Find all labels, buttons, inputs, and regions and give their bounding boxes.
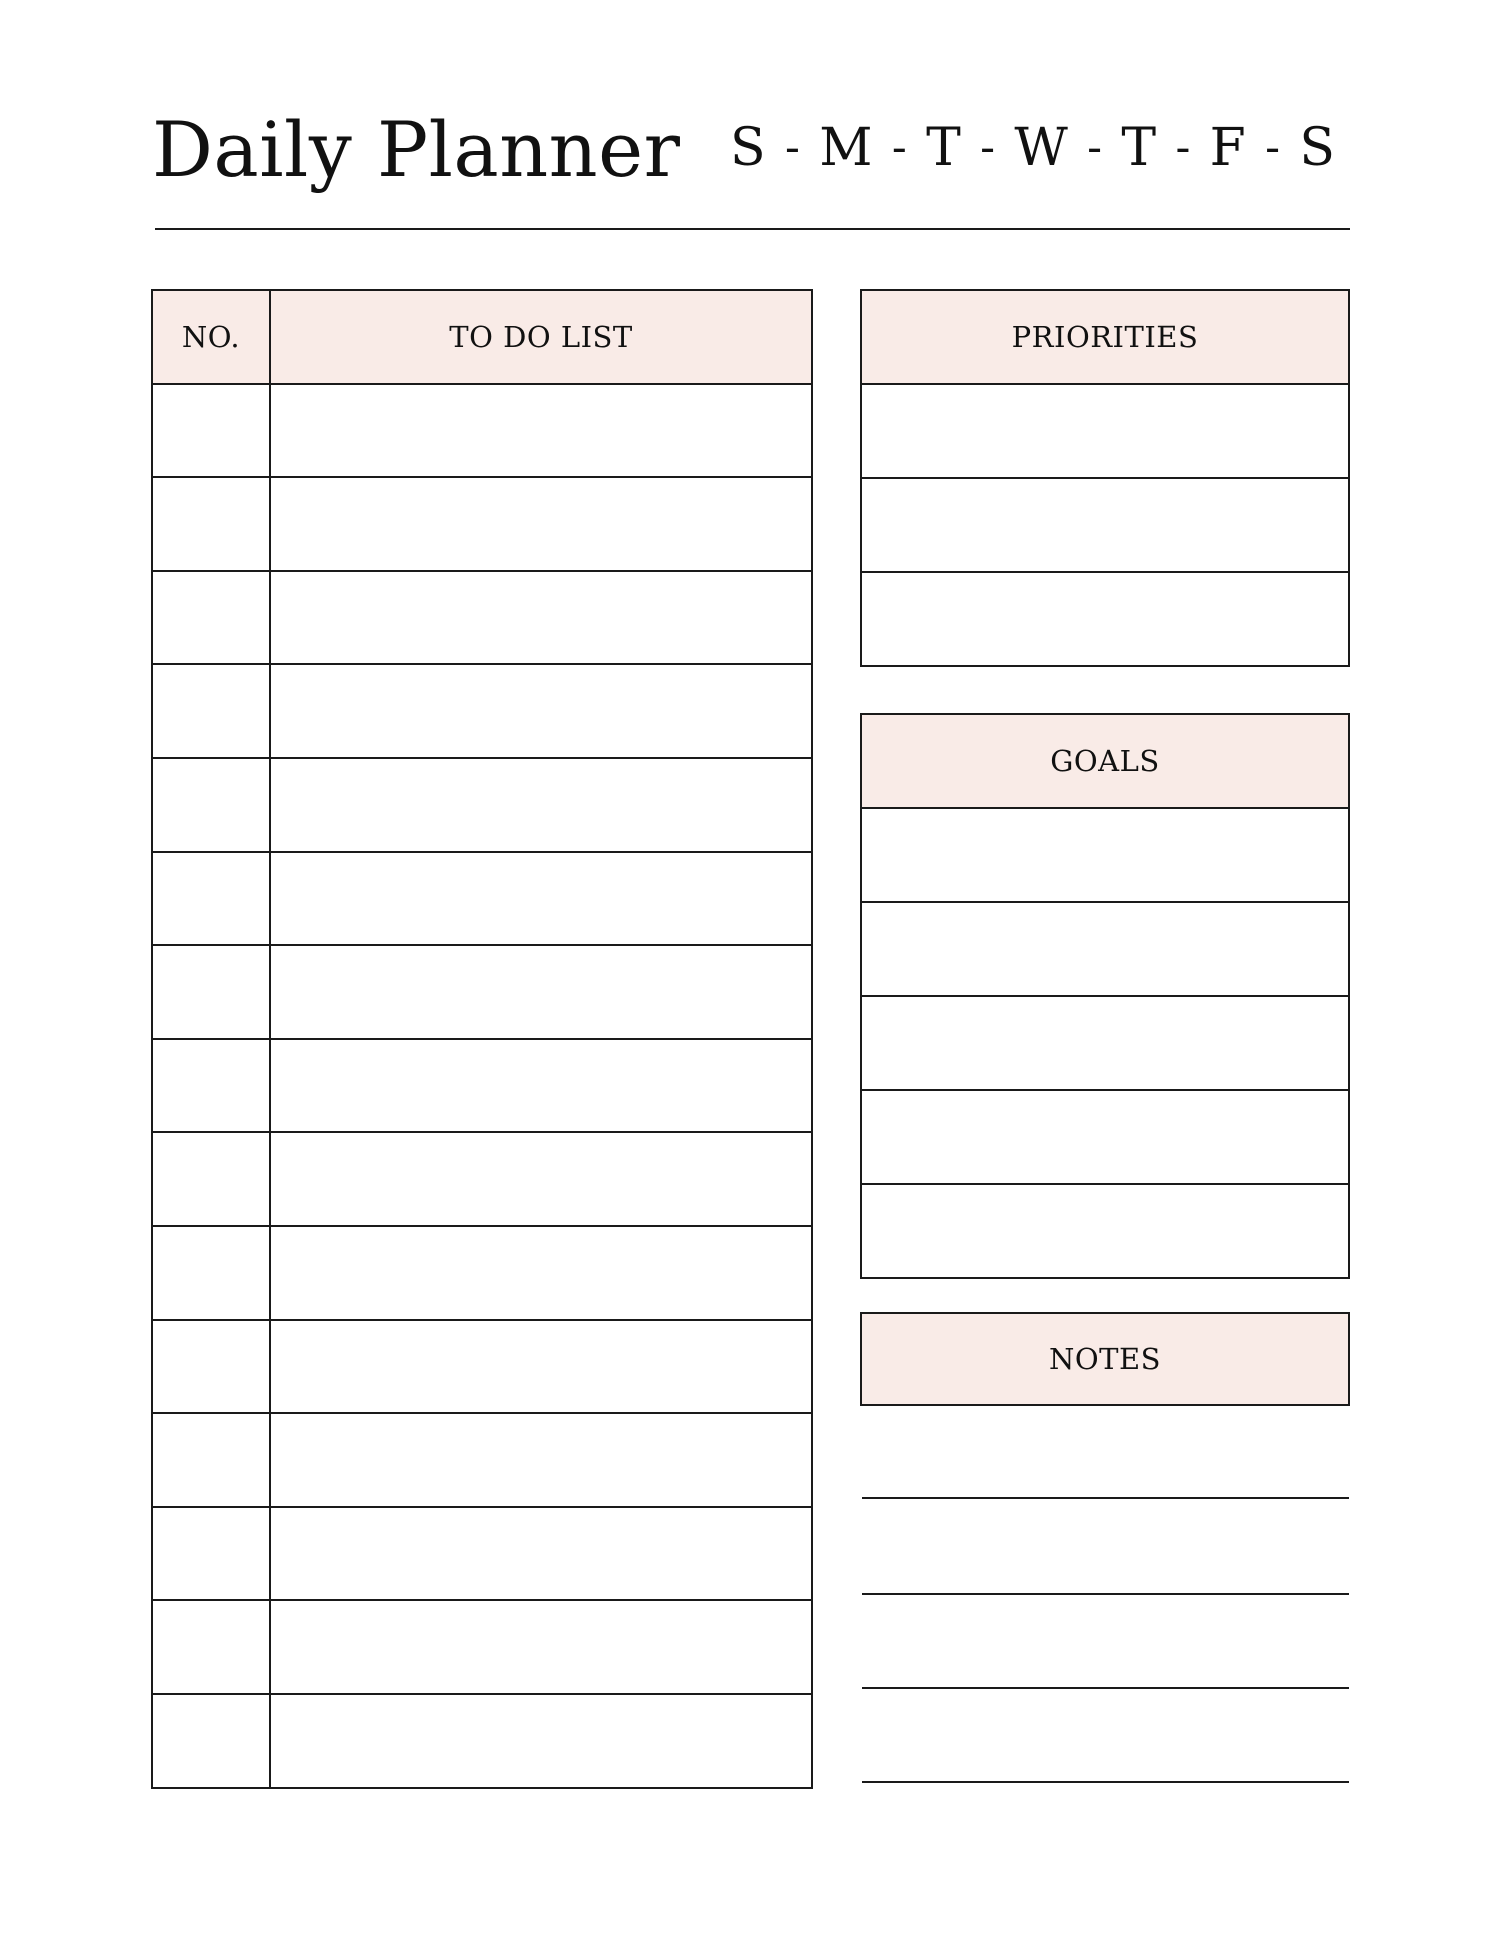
- todo-task-cell[interactable]: [270, 1600, 812, 1694]
- goal-row: [861, 808, 1349, 902]
- todo-task-cell[interactable]: [270, 1132, 812, 1226]
- goals-header-row: [861, 714, 1349, 808]
- priority-item-cell[interactable]: [861, 384, 1349, 478]
- todo-no-cell[interactable]: [152, 1694, 270, 1788]
- todo-row: [152, 1226, 812, 1320]
- todo-task-cell[interactable]: [270, 664, 812, 758]
- todo-row: [152, 1600, 812, 1694]
- weekday-selector: [730, 112, 1335, 184]
- priority-row: [861, 572, 1349, 666]
- todo-task-cell[interactable]: [270, 571, 812, 665]
- todo-task-cell[interactable]: [270, 1226, 812, 1320]
- notes-line[interactable]: [862, 1687, 1349, 1689]
- priority-item-cell[interactable]: [861, 478, 1349, 572]
- todo-task-cell[interactable]: [270, 1039, 812, 1133]
- todo-task-cell[interactable]: [270, 1507, 812, 1601]
- goal-row: [861, 902, 1349, 996]
- todo-no-cell[interactable]: [152, 1507, 270, 1601]
- todo-task-cell[interactable]: [270, 852, 812, 946]
- todo-no-cell[interactable]: [152, 384, 270, 478]
- todo-no-cell[interactable]: [152, 1600, 270, 1694]
- weekday-thursday[interactable]: T: [1121, 118, 1157, 178]
- priorities-rows: [861, 384, 1349, 666]
- notes-line[interactable]: [862, 1781, 1349, 1783]
- todo-no-cell[interactable]: [152, 1132, 270, 1226]
- weekday-friday[interactable]: F: [1209, 118, 1246, 178]
- todo-no-cell[interactable]: [152, 664, 270, 758]
- todo-task-cell[interactable]: [270, 1413, 812, 1507]
- goal-item-cell[interactable]: [861, 1184, 1349, 1278]
- goal-item-cell[interactable]: [861, 996, 1349, 1090]
- weekday-separator: -: [891, 122, 907, 173]
- todo-no-cell[interactable]: [152, 945, 270, 1039]
- notes-header: NOTES: [860, 1312, 1350, 1406]
- todo-row: [152, 1320, 812, 1414]
- todo-row: [152, 1507, 812, 1601]
- todo-table: [151, 289, 813, 1789]
- goal-item-cell[interactable]: [861, 902, 1349, 996]
- weekday-separator: -: [1087, 122, 1103, 173]
- todo-no-cell[interactable]: [152, 1320, 270, 1414]
- priority-item-cell[interactable]: [861, 572, 1349, 666]
- todo-no-cell[interactable]: [152, 758, 270, 852]
- weekday-separator: -: [980, 122, 995, 173]
- goal-row: [861, 996, 1349, 1090]
- header-divider: [155, 228, 1350, 230]
- todo-row: [152, 1694, 812, 1788]
- notes-line[interactable]: [862, 1497, 1349, 1499]
- todo-row: [152, 664, 812, 758]
- todo-row: [152, 1413, 812, 1507]
- todo-task-cell[interactable]: [270, 945, 812, 1039]
- todo-no-cell[interactable]: [152, 1226, 270, 1320]
- todo-list-header: TO DO LIST: [270, 290, 812, 384]
- priority-row: [861, 384, 1349, 478]
- priorities-table: [860, 289, 1350, 667]
- goals-rows: [861, 808, 1349, 1278]
- todo-row: [152, 384, 812, 478]
- weekday-saturday[interactable]: S: [1299, 118, 1335, 178]
- todo-row: [152, 1132, 812, 1226]
- notes-line[interactable]: [862, 1593, 1349, 1595]
- todo-row: [152, 758, 812, 852]
- todo-no-cell[interactable]: [152, 1413, 270, 1507]
- todo-task-cell[interactable]: [270, 1320, 812, 1414]
- todo-no-cell[interactable]: [152, 1039, 270, 1133]
- weekday-tuesday[interactable]: T: [926, 118, 961, 178]
- weekday-wednesday[interactable]: W: [1014, 118, 1068, 178]
- weekday-separator: -: [1175, 122, 1191, 173]
- todo-row: [152, 571, 812, 665]
- todo-no-cell[interactable]: [152, 852, 270, 946]
- goals-table: [860, 713, 1350, 1279]
- todo-row: [152, 477, 812, 571]
- todo-row: [152, 1039, 812, 1133]
- priority-row: [861, 478, 1349, 572]
- todo-rows: [152, 384, 812, 1788]
- weekday-separator: -: [1265, 122, 1280, 173]
- todo-task-cell[interactable]: [270, 477, 812, 571]
- todo-task-cell[interactable]: [270, 384, 812, 478]
- todo-no-cell[interactable]: [152, 477, 270, 571]
- todo-task-cell[interactable]: [270, 758, 812, 852]
- goal-item-cell[interactable]: [861, 808, 1349, 902]
- todo-no-cell[interactable]: [152, 571, 270, 665]
- todo-task-cell[interactable]: [270, 1694, 812, 1788]
- goal-row: [861, 1184, 1349, 1278]
- weekday-sunday[interactable]: S: [730, 118, 766, 178]
- todo-row: [152, 852, 812, 946]
- goal-item-cell[interactable]: [861, 1090, 1349, 1184]
- page-title: Daily Planner: [152, 105, 681, 194]
- priorities-header: PRIORITIES: [861, 290, 1349, 384]
- weekday-monday[interactable]: M: [819, 118, 873, 178]
- todo-row: [152, 945, 812, 1039]
- goal-row: [861, 1090, 1349, 1184]
- todo-no-header: NO.: [152, 290, 270, 384]
- goals-header: GOALS: [861, 714, 1349, 808]
- weekday-separator: -: [784, 122, 800, 173]
- todo-header-row: [152, 290, 812, 384]
- priorities-header-row: [861, 290, 1349, 384]
